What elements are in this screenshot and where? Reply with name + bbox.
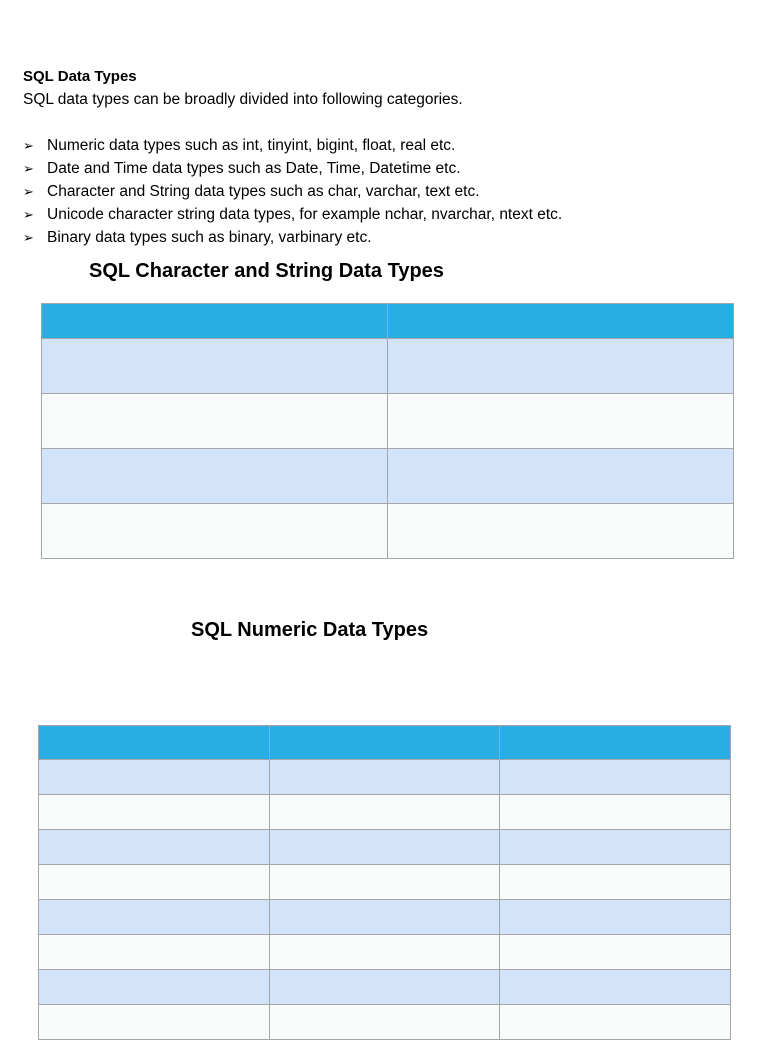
table-row [39,795,731,830]
list-item-text: Character and String data types such as char, varchar, text etc. [47,183,480,200]
header-cell [42,304,388,339]
arrowhead-bullet-icon: ➢ [23,161,34,176]
list-item [23,228,562,251]
table-cell [388,394,734,449]
table-row [39,935,731,970]
table-cell [500,1005,731,1040]
table-cell [500,865,731,900]
table-cell [42,339,388,394]
char-table-title: SQL Character and String Data Types [89,260,444,282]
arrowhead-bullet-icon: ➢ [23,184,34,199]
table-row [42,394,734,449]
table-cell [388,339,734,394]
table-row [42,449,734,504]
table-row [39,865,731,900]
table-cell [269,935,500,970]
table-header-row [42,304,734,339]
table-row [39,1005,731,1040]
table-cell [500,970,731,1005]
table-row [42,504,734,559]
table-cell [39,830,270,865]
table-cell [39,1005,270,1040]
list-item-text: Unicode character string data types, for example nchar, nvarchar, ntext etc. [47,206,563,223]
table-row [39,760,731,795]
category-list [23,136,562,251]
table-cell [39,900,270,935]
intro-paragraph: SQL data types can be broadly divided into following categories. [23,91,463,108]
table-row [39,900,731,935]
table-header-row [39,726,731,760]
table-cell [500,830,731,865]
table-row [39,830,731,865]
header-cell [500,726,731,760]
arrowhead-bullet-icon: ➢ [23,138,34,153]
table-cell [500,935,731,970]
table-cell [39,970,270,1005]
table-cell [500,900,731,935]
char-string-table [41,303,734,559]
list-item [23,205,562,228]
arrowhead-bullet-icon: ➢ [23,207,34,222]
intro-heading: SQL Data Types [23,68,137,85]
table-cell [388,449,734,504]
table-cell [42,504,388,559]
list-item [23,136,562,159]
list-item [23,159,562,182]
table-cell [500,795,731,830]
table-cell [269,970,500,1005]
list-item-text: Binary data types such as binary, varbinary etc. [47,229,372,246]
table-cell [39,935,270,970]
table-cell [388,504,734,559]
table-cell [269,1005,500,1040]
table-cell [269,830,500,865]
table-cell [39,760,270,795]
arrowhead-bullet-icon: ➢ [23,230,34,245]
table-cell [39,795,270,830]
table-row [42,339,734,394]
table-cell [42,394,388,449]
list-item-text: Date and Time data types such as Date, Time, Datetime etc. [47,160,461,177]
header-cell [269,726,500,760]
header-cell [388,304,734,339]
list-item-text: Numeric data types such as int, tinyint, bigint, float, real etc. [47,137,456,154]
table-cell [39,865,270,900]
list-item [23,182,562,205]
table-cell [269,760,500,795]
header-cell [39,726,270,760]
table-cell [269,900,500,935]
table-cell [269,865,500,900]
numeric-table-title: SQL Numeric Data Types [191,619,429,641]
table-cell [42,449,388,504]
table-row [39,970,731,1005]
numeric-table [38,725,731,1040]
table-cell [500,760,731,795]
table-cell [269,795,500,830]
